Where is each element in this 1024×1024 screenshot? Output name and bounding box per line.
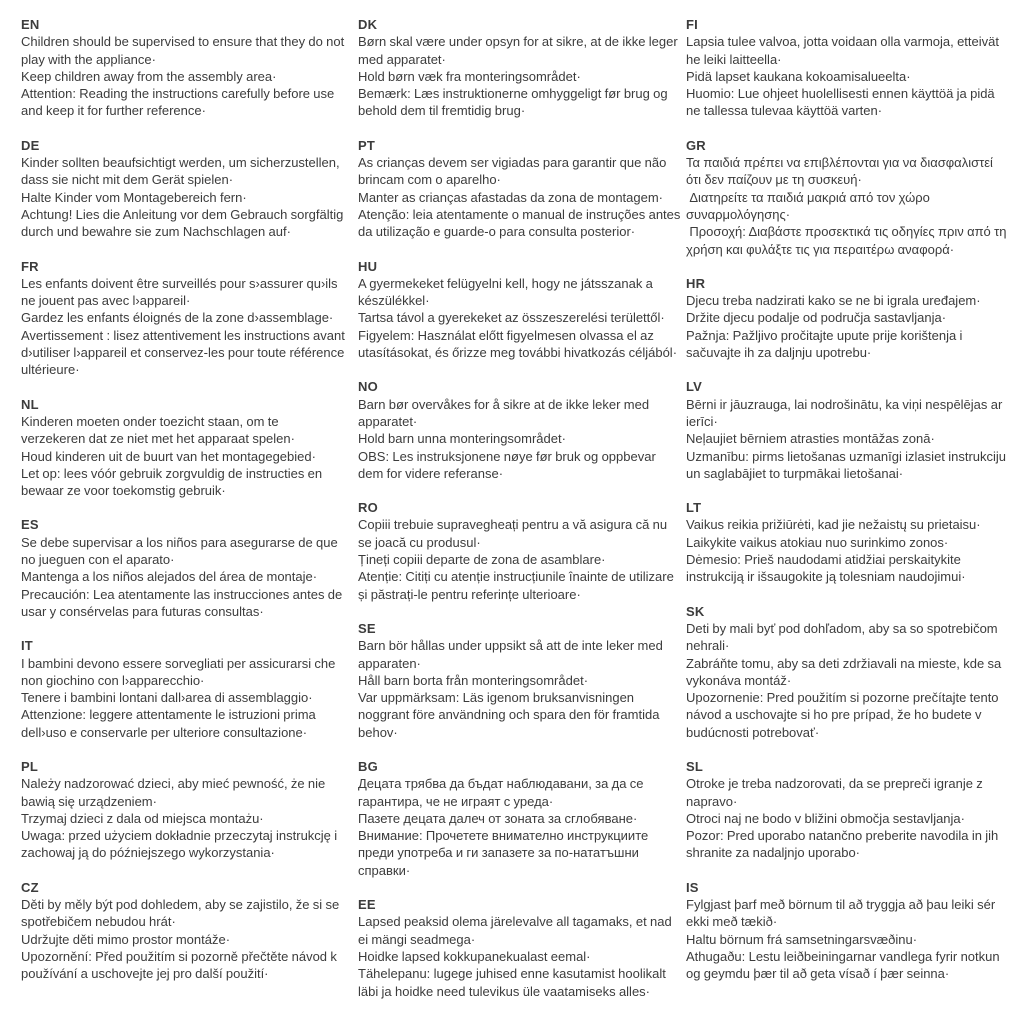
instruction-text: Kinder sollten beaufsichtigt werden, um sicherzustellen, dass sie nicht mit dem Gerät spielen· <box>21 155 343 188</box>
language-section <box>686 16 1010 120</box>
language-column-right <box>686 16 1010 1000</box>
language-code-label: HU <box>358 258 378 274</box>
instruction-text: Kinderen moeten onder toezicht staan, om te verzekeren dat ze niet met het apparaat spelen· <box>21 413 295 447</box>
instruction-text: Hoidke lapsed kokkupanekualast eemal· <box>358 948 591 964</box>
language-section <box>358 620 682 741</box>
instruction-text: Țineți copiii departe de zona de asamblare· <box>358 552 606 568</box>
language-code-label: PT <box>358 137 376 153</box>
language-column-left <box>21 16 349 1000</box>
instruction-text: Otroci naj ne bodo v bližini območja sestavljanja· <box>686 810 965 826</box>
language-section <box>358 499 682 603</box>
instruction-text: Gardez les enfants éloignés de la zone d›assemblage· <box>21 310 334 326</box>
instruction-text: Djecu treba nadzirati kako se ne bi igrala uređajem· <box>686 293 981 309</box>
instruction-text: Децата трябва да бъдат наблюдавани, за да се гарантира, че не играят с уреда· <box>358 776 647 809</box>
instruction-text: Håll barn borta från monteringsområdet· <box>358 672 589 688</box>
instruction-text: Barn bör hållas under uppsikt så att de inte leker med apparaten· <box>358 638 667 671</box>
instruction-text: Les enfants doivent être surveillés pour s›assurer qu›ils ne jouent pas avec l›appareil· <box>21 275 341 309</box>
instruction-text: Τα παιδιά πρέπει να επιβλέπονται για να διασφαλιστεί ότι δεν παίζουν με τη συσκευή· <box>686 155 997 188</box>
instruction-text: Uwaga: przed użyciem dokładnie przeczytaj instrukcję i zachowaj ją do późniejszego wykorzystania· <box>21 828 341 861</box>
instruction-text: Neļaujiet bērniem atrasties montāžas zonā· <box>686 431 935 447</box>
language-code-label: BG <box>358 758 378 774</box>
instruction-text: Zabráňte tomu, aby sa deti zdržiavali na mieste, kde sa vykonáva montáž· <box>686 655 1005 688</box>
language-code-label: NL <box>21 396 39 412</box>
instruction-text: Dėmesio: Prieš naudodami atidžiai perskaitykite instrukciją ir išsaugokite ją tolesniam naudojimui· <box>686 552 966 585</box>
instruction-text: OBS: Les instruksjonene nøye før bruk og oppbevar dem for videre referanse· <box>358 448 660 481</box>
instruction-text: Se debe supervisar a los niños para asegurarse de que no jueguen con el aparato· <box>21 534 342 568</box>
instruction-text: Mantenga a los niños alejados del área de montaje· <box>21 569 318 585</box>
language-code-label: EN <box>21 17 40 32</box>
instruction-text: Vaikus reikia prižiūrėti, kad jie nežaistų su prietaisu· <box>686 517 981 533</box>
instruction-text: Otroke je treba nadzorovati, da se prepreči igranje z napravo· <box>686 776 987 809</box>
instruction-text: Udržujte děti mimo prostor montáže· <box>21 931 231 947</box>
language-code-label: HR <box>686 275 706 291</box>
instruction-text: Hold barn unna monteringsområdet· <box>358 431 566 447</box>
language-section <box>358 16 682 120</box>
instruction-text: Copiii trebuie supravegheați pentru a vă asigura că nu se joacă cu produsul· <box>358 517 671 550</box>
instruction-text: Let op: lees vóór gebruik zorgvuldig de instructies en bewaar ze voor toekomstig gebruik· <box>21 465 326 499</box>
language-section <box>21 396 345 500</box>
language-code-label: CZ <box>21 879 39 895</box>
language-section <box>686 879 1010 983</box>
instruction-text: Keep children away from the assembly area· <box>21 68 277 84</box>
instruction-text: Attenzione: leggere attentamente le istruzioni prima dell›uso e conservarle per ulteriore consultazione· <box>21 707 320 740</box>
instruction-text: Haltu börnum frá samsetningarsvæðinu· <box>686 931 918 947</box>
instruction-text: As crianças devem ser vigiadas para garantir que não brincam com o aparelho· <box>358 155 670 188</box>
language-section <box>358 258 682 362</box>
language-code-label: SL <box>686 758 704 774</box>
language-code-label: NO <box>358 379 378 395</box>
instruction-text: Fylgjast þarf með börnum til að tryggja að þau leiki sér ekki með tækið· <box>686 897 999 930</box>
language-section <box>21 258 349 379</box>
language-section <box>358 896 682 1000</box>
instruction-text: Należy nadzorować dzieci, aby mieć pewność, że nie bawią się urządzeniem· <box>21 776 329 809</box>
instruction-text: Pažnja: Pažljivo pročitajte upute prije korištenja i sačuvajte ih za daljnju upotrebu· <box>686 327 966 361</box>
language-section <box>21 637 345 741</box>
instruction-text: Atenție: Citiți cu atenție instrucțiunile înainte de utilizare și păstrați-le pentru referințe ulterioare· <box>358 569 678 602</box>
instruction-text: Avertissement : lisez attentivement les instructions avant d›utiliser l›appareil et conservez-les pour toute référence ultérieure· <box>21 327 349 378</box>
language-section <box>686 499 1010 585</box>
language-code-label: IS <box>686 879 699 895</box>
language-code-label: SE <box>358 620 376 636</box>
instruction-text: Manter as crianças afastadas da zona de montagem· <box>358 189 664 205</box>
language-section <box>21 758 345 862</box>
language-code-label: DK <box>358 17 378 32</box>
instruction-text: Внимание: Прочетете внимателно инструкциите преди употреба и ги запазете за по-нататъшни справки· <box>358 828 652 878</box>
language-code-label: RO <box>358 500 378 516</box>
instruction-text: Bērni ir jāuzrauga, lai nodrošinātu, ka viņi nespēlējas ar ierīci· <box>686 396 1006 429</box>
language-section <box>21 516 345 620</box>
language-section <box>358 378 682 482</box>
instruction-text: Προσοχή: Διαβάστε προσεκτικά τις οδηγίες πριν από τη χρήση και φυλάξτε τις για περαιτέρω αναφορά· <box>686 224 1010 257</box>
instruction-text: Barn bør overvåkes for å sikre at de ikke leker med apparatet· <box>358 396 653 429</box>
language-code-label: DE <box>21 137 40 153</box>
language-section <box>358 758 682 879</box>
language-code-label: IT <box>21 638 33 654</box>
instruction-text: Tartsa távol a gyerekeket az összeszerelési területtől· <box>358 310 665 326</box>
instruction-text: Children should be supervised to ensure that they do not play with the appliance· <box>21 34 348 67</box>
language-section <box>686 378 1010 482</box>
instruction-text: Διατηρείτε τα παιδιά μακριά από τον χώρο συναρμολόγησης· <box>686 189 934 222</box>
instruction-text: Pozor: Pred uporabo natančno preberite navodila in jih shranite za nadaljnjo uporabo· <box>686 828 1002 861</box>
language-code-label: LT <box>686 500 702 516</box>
instruction-text: Precaución: Lea atentamente las instrucciones antes de usar y consérvelas para futuras consultas· <box>21 586 346 619</box>
instruction-text: Děti by měly být pod dohledem, aby se zajistilo, že si se spotřebičem nebudou hrát· <box>21 897 343 930</box>
instruction-text: Huomio: Lue ohjeet huolellisesti ennen käyttöä ja pidä ne tallessa tulevaa käyttöä varten· <box>686 86 998 119</box>
language-code-label: SK <box>686 603 705 619</box>
instruction-text: Пазете децата далеч от зоната за сглобяване· <box>358 810 638 826</box>
language-code-label: EE <box>358 897 376 913</box>
language-code-label: ES <box>21 517 39 533</box>
instruction-text: Athugaðu: Lestu leiðbeiningarnar vandlega fyrir notkun og geymdu þær til að geta vísað í þær seinna· <box>686 948 1003 982</box>
language-code-label: LV <box>686 379 703 395</box>
instruction-text: Trzymaj dzieci z dala od miejsca montażu· <box>21 810 264 826</box>
language-section <box>358 137 682 241</box>
language-section <box>686 758 1010 862</box>
instruction-text: Var uppmärksam: Läs igenom bruksanvisningen noggrant före användning och spara den för framtida behov· <box>358 690 663 740</box>
instruction-text: Halte Kinder vom Montagebereich fern· <box>21 189 247 205</box>
language-code-label: FR <box>21 258 39 274</box>
instruction-text: Atenção: leia atentamente o manual de instruções antes da utilização e guarde-o para consulta posterior· <box>358 206 684 240</box>
language-section <box>21 16 348 120</box>
instruction-text: A gyermekeket felügyelni kell, hogy ne játsszanak a készülékkel· <box>358 275 657 309</box>
instruction-text: Houd kinderen uit de buurt van het montagegebied· <box>21 448 316 464</box>
language-section <box>686 137 1010 258</box>
instruction-text: Uzmanību: pirms lietošanas uzmanīgi izlasiet instrukciju un saglabājiet to turpmākai lietošanai· <box>686 448 1010 481</box>
language-section <box>21 879 345 983</box>
instruction-text: Bemærk: Læs instruktionerne omhyggeligt før brug og behold dem til fremtidig brug· <box>358 86 671 119</box>
instruction-text: Laikykite vaikus atokiau nuo surinkimo zonos· <box>686 534 949 550</box>
instruction-text: Tenere i bambini lontani dall›area di assemblaggio· <box>21 690 313 706</box>
instruction-text: Upozornenie: Pred použitím si pozorne prečítajte tento návod a uschovajte si ho pre prípad, že ho budete v budúcnosti potrebovať· <box>686 690 1002 740</box>
language-column-middle <box>358 16 682 1017</box>
instruction-text: Achtung! Lies die Anleitung vor dem Gebrauch sorgfältig durch und bewahre sie zum Nachschlagen auf· <box>21 206 347 240</box>
instruction-text: Držite djecu podalje od područja sastavljanja· <box>686 310 947 326</box>
language-code-label: GR <box>686 137 706 153</box>
language-code-label: PL <box>21 758 39 774</box>
instruction-text: Pidä lapset kaukana kokoamisalueelta· <box>686 68 911 84</box>
instruction-text: Deti by mali byť pod dohľadom, aby sa so spotrebičom nehrali· <box>686 620 1001 654</box>
instruction-text: Børn skal være under opsyn for at sikre, at de ikke leger med apparatet· <box>358 34 681 67</box>
instruction-text: Attention: Reading the instructions carefully before use and keep it for further reference· <box>21 86 338 119</box>
language-section <box>686 275 1010 361</box>
instruction-text: I bambini devono essere sorvegliati per assicurarsi che non giochino con l›apparecchio· <box>21 655 339 688</box>
language-code-label: FI <box>686 17 698 32</box>
instruction-text: Figyelem: Használat előtt figyelmesen olvassa el az utasításokat, és őrizze meg további hivatkozás céljából· <box>358 327 678 361</box>
instruction-text: Lapsia tulee valvoa, jotta voidaan olla varmoja, etteivät he leiki laitteella· <box>686 34 1003 67</box>
instruction-text: Lapsed peaksid olema järelevalve all tagamaks, et nad ei mängi seadmega· <box>358 914 676 947</box>
instruction-text: Upozornění: Před použitím si pozorně přečtěte návod k používání a uschovejte jej pro další použití· <box>21 948 341 982</box>
language-section <box>686 603 1010 741</box>
instruction-text: Tähelepanu: lugege juhised enne kasutamist hoolikalt läbi ja hoidke need tulevikus üle vaatamiseks alles· <box>358 966 670 999</box>
language-section <box>21 137 345 241</box>
instruction-text: Hold børn væk fra monteringsområdet· <box>358 68 581 84</box>
